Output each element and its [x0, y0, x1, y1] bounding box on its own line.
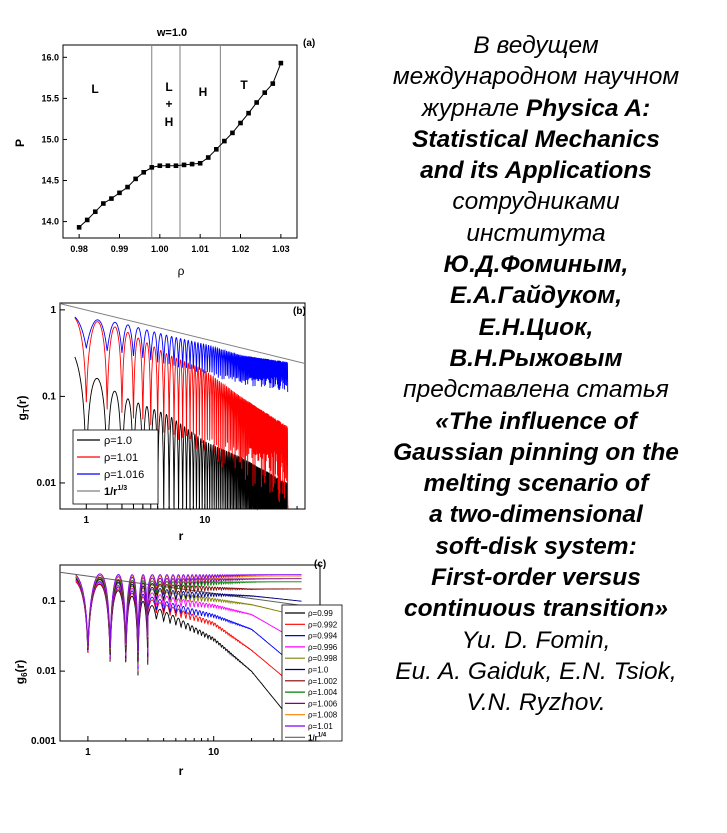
data-point [254, 100, 259, 105]
data-point [158, 163, 163, 168]
text-line-content: В.Н.Рыжовым [449, 344, 623, 372]
text-line [355, 374, 717, 405]
panel-a-ylabel: P [13, 138, 27, 148]
text-line-content: a two-dimensional [429, 501, 643, 529]
y-tick-label: 0.01 [36, 666, 56, 678]
panel-c-xlabel: r [178, 764, 184, 778]
x-tick-label: 10 [199, 515, 211, 526]
panel-b [15, 303, 306, 543]
panel-b-xlabel: r [178, 529, 184, 543]
text-line [355, 186, 717, 217]
y-tick-label: 15.0 [41, 134, 59, 145]
text-line-content: представлена статья [403, 376, 669, 404]
data-point [246, 111, 251, 116]
data-point [238, 121, 243, 126]
y-tick-label: 14.0 [41, 216, 59, 227]
legend-label: ρ=0.992 [308, 620, 338, 630]
text-line-content: soft-disk system: [435, 532, 637, 560]
panel-c [13, 559, 342, 778]
data-point [166, 163, 171, 168]
y-tick-label: 0.1 [42, 596, 56, 608]
text-line-content: V.N. Ryzhov. [466, 689, 606, 717]
region-label-lh-top: L [165, 80, 173, 94]
data-point [222, 139, 227, 144]
text-line [355, 562, 717, 593]
panel-b-legend [73, 430, 158, 504]
text-line [355, 61, 717, 92]
text-line [355, 499, 717, 530]
y-tick-label: 0.01 [36, 477, 56, 489]
text-line-content: and its Applications [420, 157, 652, 185]
x-tick-label: 1 [83, 515, 90, 526]
text-line [355, 249, 717, 280]
text-line [355, 218, 717, 249]
legend-label: ρ=1.002 [308, 676, 338, 686]
region-label-lh-plus: + [165, 97, 173, 111]
panel-a [13, 27, 315, 278]
data-point [270, 81, 275, 86]
text-line-content: Gaussian pinning on the [393, 438, 679, 466]
region-label-t: T [240, 78, 248, 92]
legend-label-power-law: $1/r^{1/3}$ [104, 485, 128, 498]
text-line-content: института [466, 219, 606, 247]
text-line-content: continuous transition» [403, 595, 669, 623]
legend-label: ρ=0.998 [308, 654, 338, 664]
text-line [355, 593, 717, 624]
text-line [355, 312, 717, 343]
text-line [355, 30, 717, 61]
panel-a-xlabel: ρ [177, 264, 185, 278]
text-line-content: Statistical Mechanics [412, 125, 660, 153]
data-point [141, 170, 146, 175]
data-point [125, 185, 130, 190]
data-point [230, 131, 235, 136]
panel-b-ylabel: $g_T(r)$ [15, 395, 31, 421]
text-line-content: Ю.Д.Фоминым, [443, 251, 629, 279]
text-line [355, 280, 717, 311]
data-point [198, 161, 203, 166]
text-line-prefix: журнале [421, 94, 526, 122]
text-line-content: сотрудниками [452, 188, 620, 216]
text-line [355, 124, 717, 155]
legend-label: ρ=0.99 [308, 609, 333, 618]
text-line [355, 468, 717, 499]
curve-1-01 [76, 574, 302, 651]
data-point [109, 196, 114, 201]
text-line-content: Е.Н.Циок, [478, 313, 594, 341]
legend-label: ρ=1.008 [308, 710, 338, 720]
x-tick-label: 1 [85, 747, 91, 758]
text-line-content: Eu. A. Gaiduk, E.N. Tsiok, [395, 657, 677, 685]
data-point [174, 163, 179, 168]
data-point [93, 209, 98, 214]
x-tick-label: 1.01 [191, 244, 209, 254]
legend-label: ρ=1.01 [308, 722, 333, 731]
text-line [355, 656, 717, 687]
text-line-content: международном научном [392, 63, 680, 91]
text-line [355, 155, 717, 186]
data-point [182, 163, 187, 168]
legend-label: ρ=1.006 [308, 699, 338, 709]
data-point [133, 177, 138, 182]
y-tick-label: 15.5 [41, 93, 59, 104]
text-line-content: melting scenario of [423, 470, 649, 498]
data-point [77, 225, 82, 230]
text-line [355, 93, 717, 124]
legend-label: ρ=0.994 [308, 631, 338, 641]
text-line [355, 625, 717, 656]
legend-label-rho-1-0: ρ=1.0 [104, 435, 132, 447]
data-point [101, 201, 106, 206]
y-tick-label: 0.001 [30, 736, 56, 747]
region-label-l: L [91, 82, 99, 96]
legend-label-rho-1-016: ρ=1.016 [104, 469, 145, 481]
text-line-content: Physica A: [525, 94, 651, 122]
panel-b-tag: (b) [293, 306, 306, 317]
legend-label: ρ=1.0 [308, 665, 329, 675]
data-point [149, 165, 154, 170]
text-line-content: Yu. D. Fomin, [461, 626, 611, 654]
x-tick-label: 0.98 [70, 244, 88, 254]
region-label-h: H [198, 85, 208, 99]
data-point [262, 90, 267, 95]
y-tick-label: 14.5 [41, 175, 59, 186]
legend-label-power-law: $1/r^{1/4}$ [308, 732, 327, 743]
data-point [214, 147, 219, 152]
text-line [355, 406, 717, 437]
x-tick-label: 1.00 [151, 244, 169, 254]
x-tick-label: 10 [208, 747, 220, 758]
x-tick-label: 1.03 [272, 244, 290, 254]
data-point [85, 218, 90, 223]
data-point [279, 61, 284, 66]
data-point [117, 191, 122, 196]
legend-power-law-exponent: 1/3 [117, 485, 128, 492]
y-tick-label: 1 [50, 304, 56, 316]
region-label-lh-bottom: H [164, 115, 174, 129]
x-tick-label: 1.02 [231, 244, 250, 254]
y-tick-label: 16.0 [41, 52, 59, 63]
text-line-content: Е.А.Гайдуком, [449, 282, 623, 310]
text-line-content: «The influence of [435, 407, 637, 435]
panel-a-title: w=1.0 [156, 27, 188, 39]
text-line [355, 531, 717, 562]
y-tick-label: 0.1 [42, 391, 56, 403]
legend-label: ρ=0.996 [308, 642, 338, 652]
x-tick-label: 0.99 [110, 244, 129, 254]
legend-label: ρ=1.004 [308, 688, 338, 698]
text-line-content: В ведущем [473, 32, 599, 59]
legend-label-rho-1-01: ρ=1.01 [104, 452, 139, 464]
panel-a-tag: (a) [303, 38, 316, 49]
panel-c-ylabel: $g_6(r)$ [13, 659, 29, 685]
text-line [355, 687, 717, 718]
data-point [206, 155, 211, 160]
text-line-content: First-order versus [431, 564, 641, 592]
figure [0, 0, 350, 833]
text-line [355, 437, 717, 468]
panel-c-legend [282, 605, 342, 742]
announcement-text [355, 30, 717, 719]
panel-c-tag: (c) [314, 559, 327, 570]
data-point [190, 162, 195, 167]
text-line [355, 343, 717, 374]
